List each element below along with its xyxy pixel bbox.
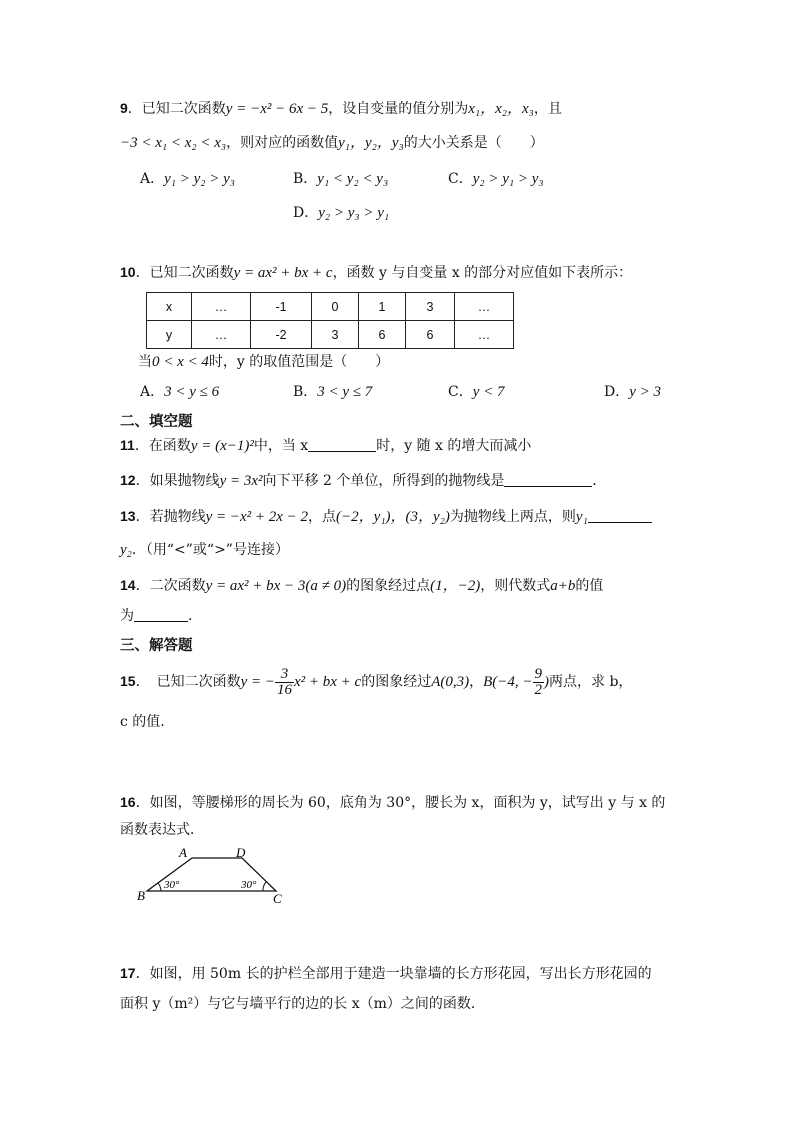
- q10-option-a[interactable]: A．3 < y ≤ 6: [140, 384, 220, 400]
- q9-line2: −3 < x₁ < x₂ < x₃，则对应的函数值y₁，y₂，y₃的大小关系是（ ）: [120, 135, 544, 151]
- label-c: C: [273, 891, 282, 906]
- angle-c-label: 30°: [241, 879, 257, 891]
- q10-line2: 当0 < x < 4时，y 的取值范围是（ ）: [138, 354, 390, 370]
- label-b: B: [137, 888, 145, 903]
- q11-line: 11．在函数y = (x−1)²中，当 x 时，y 随 x 的增大而减小: [120, 437, 532, 454]
- q13-line1: 13．若抛物线y = −x² + 2x − 2，点(−2，y₁)，(3，y₂)为抛物线上两点，则y₁: [120, 506, 652, 527]
- q9-formula: y = −x² − 6x − 5: [225, 101, 329, 117]
- q10-number: 10: [120, 264, 136, 280]
- q9-option-a[interactable]: A．y₁ > y₂ > y₃: [140, 171, 235, 187]
- q14-line1: 14．二次函数y = ax² + bx − 3(a ≠ 0)的图象经过点(1，−2)，则代数式a+b的值: [120, 577, 604, 594]
- q12-line: 12．如果抛物线y = 3x²向下平移 2 个单位，所得到的抛物线是 ．: [120, 472, 607, 489]
- q15-line1: 15． 已知二次函数y = − $\frac{3}{16}$ x² + bx + c的图象经过A(0,3)，B(−4, − $\frac{9}{2}$ )两点，求 b，: [120, 665, 633, 698]
- section-answer-heading: 三、解答题: [120, 638, 193, 654]
- q15-fraction: $\frac{3}{16}$: [276, 665, 292, 698]
- q14-answer-blank[interactable]: [134, 607, 188, 622]
- q14-line2: 为 .: [120, 608, 193, 624]
- section-fill-in-heading: 二、填空题: [120, 414, 193, 430]
- q17-line2: 面积 y（m²）与它与墙平行的边的长 x（m）之间的函数．: [120, 996, 485, 1012]
- q9-option-b[interactable]: B．y₁ < y₂ < y₃: [293, 171, 389, 187]
- table-row-y: y … -2 3 6 6 …: [147, 321, 514, 349]
- q10-value-table: [146, 292, 514, 349]
- q15-fraction-b: $\frac{9}{2}$: [534, 665, 543, 698]
- q9-number: 9: [120, 100, 128, 116]
- q16-line2: 函数表达式．: [120, 822, 204, 838]
- label-d: D: [236, 845, 246, 860]
- q10-option-c[interactable]: C．y < 7: [448, 384, 505, 400]
- table-row-x: x … -1 0 1 3 …: [147, 293, 514, 321]
- label-a: A: [179, 845, 187, 860]
- trapezoid-figure: [130, 842, 290, 910]
- q13-answer-blank[interactable]: [588, 508, 652, 523]
- angle-c-arc: [263, 882, 266, 891]
- q10-line1: 10．已知二次函数y = ax² + bx + c，函数 y 与自变量 x 的部分对应值如下表所示：: [120, 264, 633, 281]
- q15-line2: c 的值.: [120, 714, 165, 730]
- q10-formula: y = ax² + bx + c: [233, 265, 333, 281]
- q12-answer-blank[interactable]: [504, 472, 592, 487]
- q10-option-b[interactable]: B．3 < y ≤ 7: [293, 384, 373, 400]
- q10-option-d[interactable]: D．y > 3: [604, 384, 662, 400]
- q13-line2: y₂．（用“<”或“>”号连接）: [120, 542, 289, 558]
- q9-line1: 9．已知二次函数y = −x² − 6x − 5，设自变量的值分别为x₁，x₂，x₃，且: [120, 100, 562, 117]
- q9-condition: −3 < x₁ < x₂ < x₃: [120, 135, 227, 151]
- angle-b-arc: [158, 883, 161, 891]
- q17-line1: 17．如图，用 50m 长的护栏全部用于建造一块靠墙的长方形花园，写出长方形花园的: [120, 965, 652, 982]
- angle-b-label: 30°: [164, 879, 180, 891]
- q11-answer-blank[interactable]: [308, 437, 376, 452]
- q9-option-c[interactable]: C．y₂ > y₁ > y₃: [448, 171, 544, 187]
- q9-option-d[interactable]: D．y₂ > y₃ > y₁: [293, 205, 390, 221]
- q16-line1: 16．如图，等腰梯形的周长为 60，底角为 30°，腰长为 x，面积为 y，试写出 y 与 x 的: [120, 794, 666, 811]
